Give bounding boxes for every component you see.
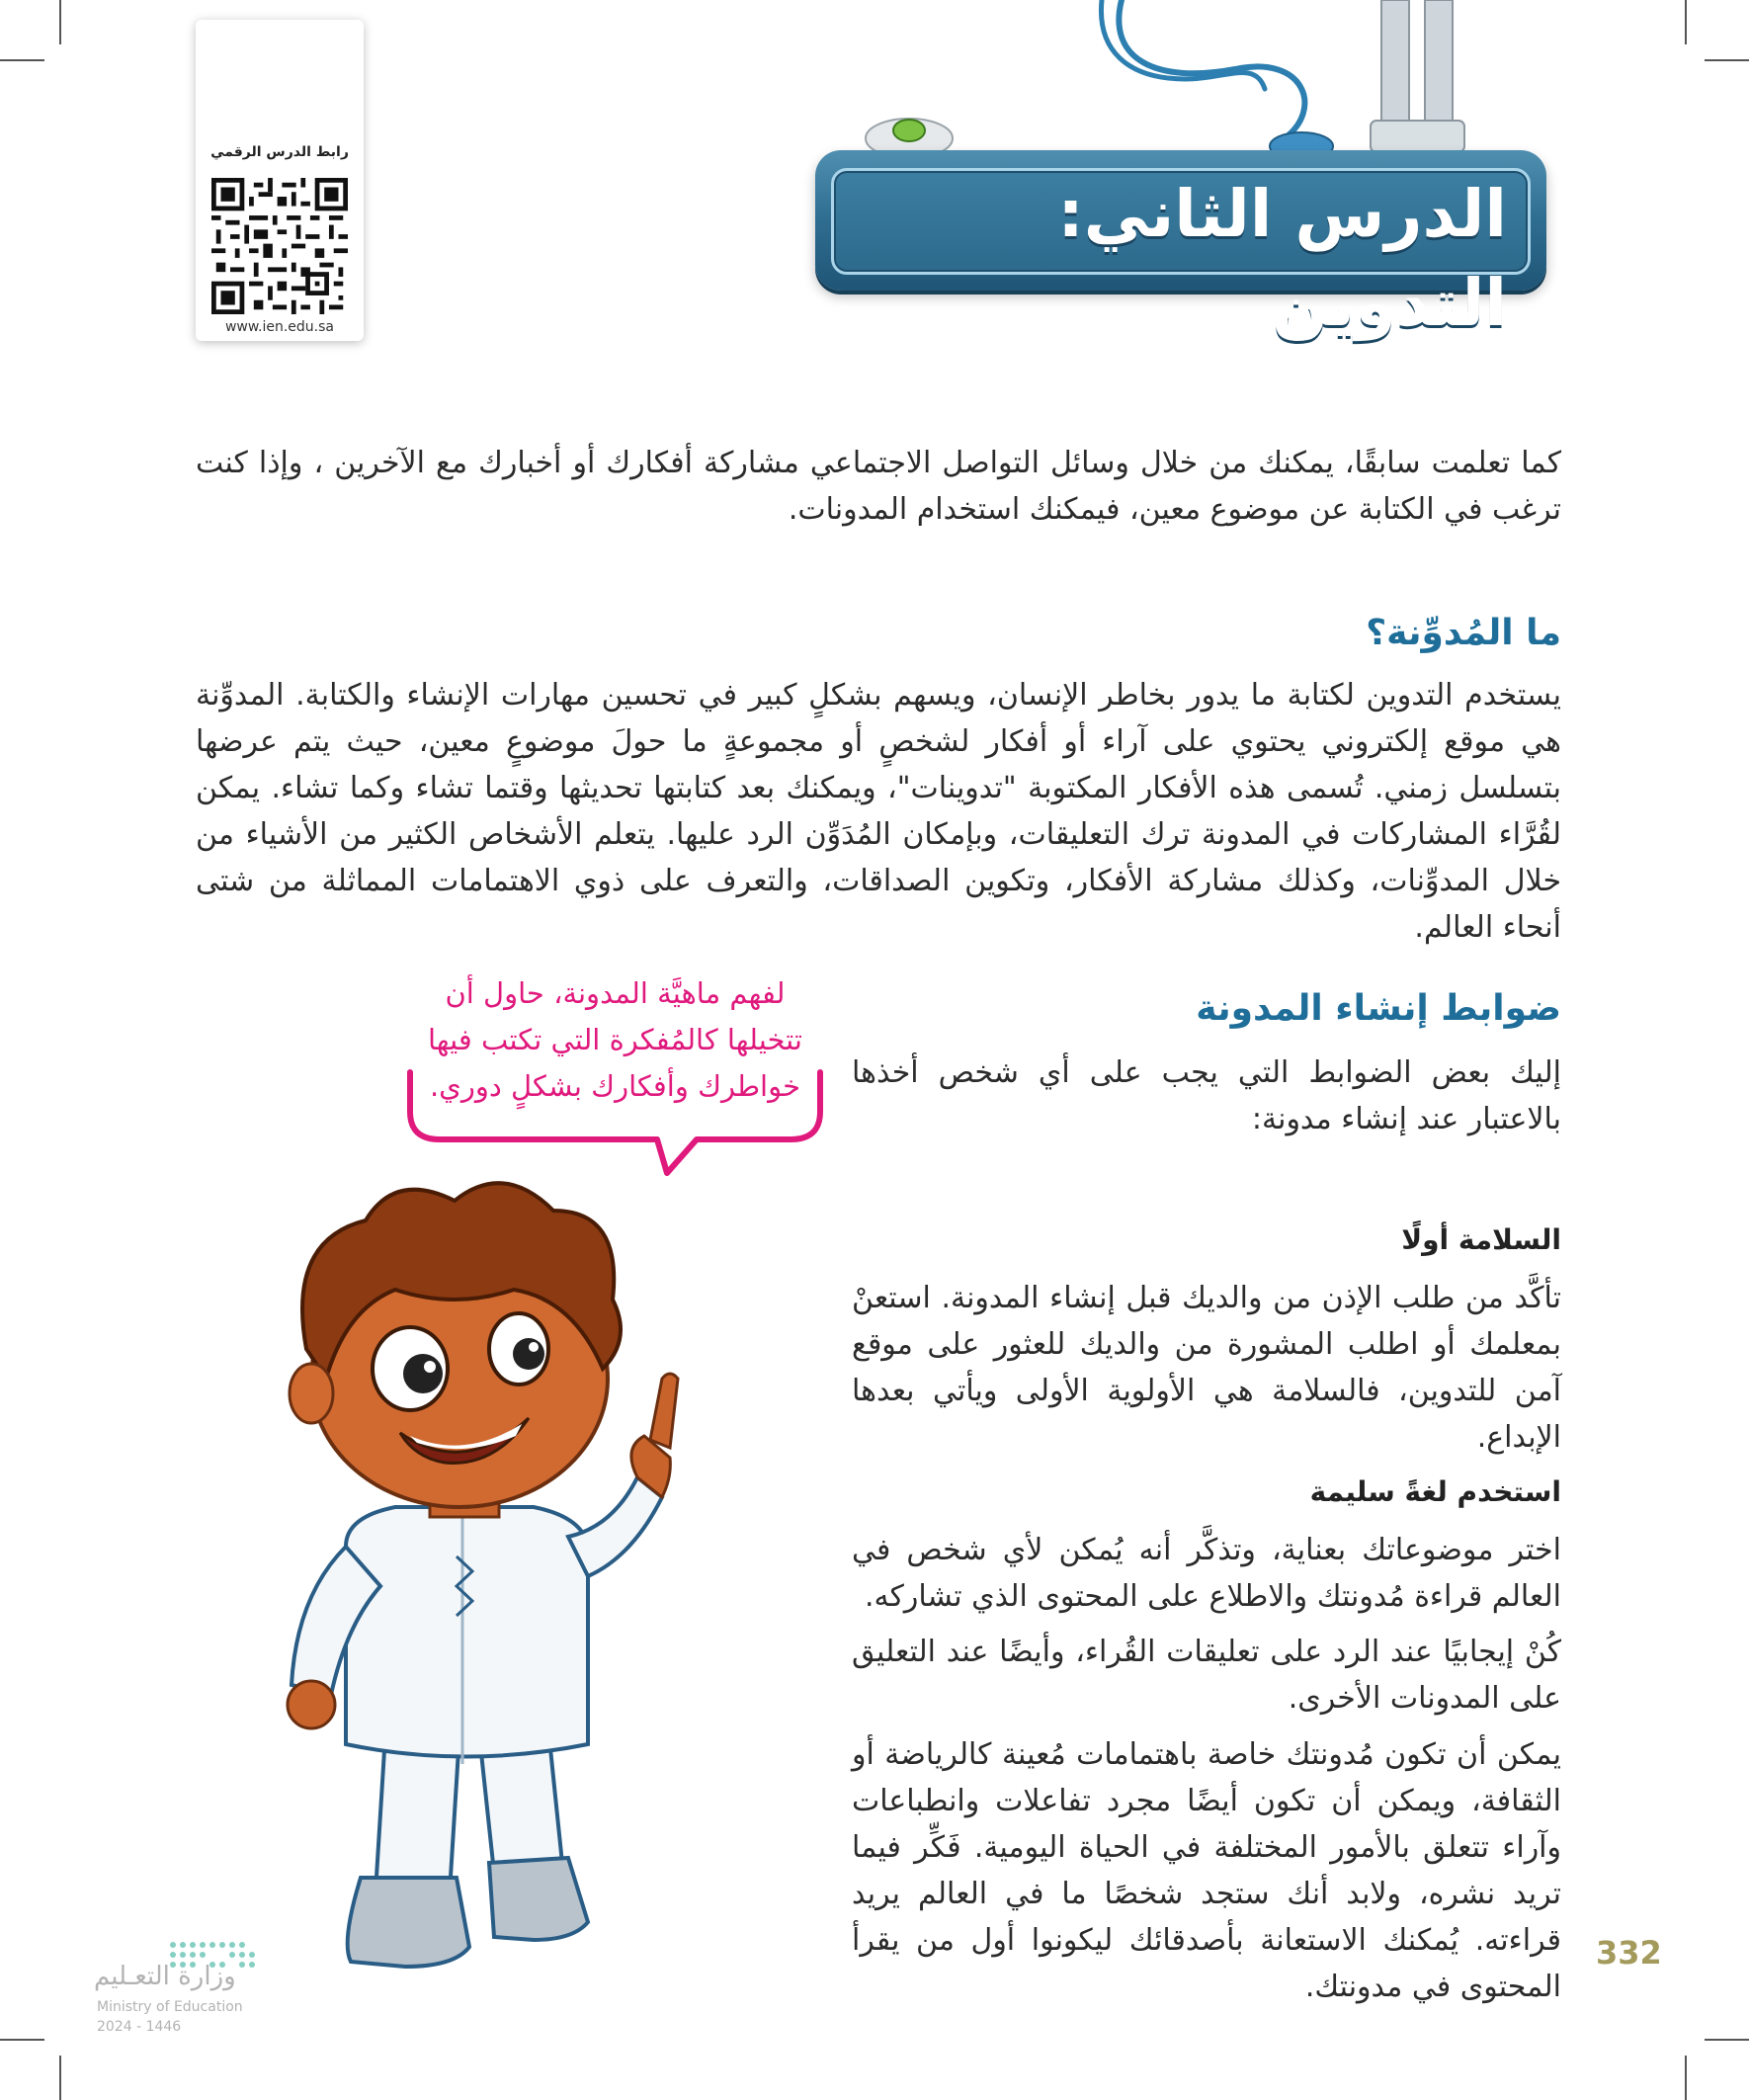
blog-heading: ما المُدوِّنة؟ [1366,613,1561,653]
crop-mark [1685,2056,1687,2100]
qr-card[interactable] [196,20,364,341]
lesson-title: الدرس الثاني: التدوين [1057,176,1507,341]
safety-heading: السلامة أولًا [1401,1223,1561,1256]
language-paragraph-3: يمكن أن تكون مُدونتك خاصة باهتمامات مُعينة كالرياضة أو الثقافة، ويمكن أن تكون أيضًا مجرد تفاعلات وانطباعات وآراء تتعلق بالأمور المختلفة في الحياة اليومية. فَكِّر فيما تريد نشره، ولابد أنك ستجد شخصًا ما في العالم يريد قراءته. يُمكنك الاستعانة بأصدقائك ليكونوا أول من يقرأ المحتوى في مدونتك. [852,1737,1561,2004]
crop-mark [59,2056,61,2100]
language-heading: استخدم لغةً سليمة [1309,1475,1561,1508]
page-number: 332 [1596,1934,1662,1972]
qr-label: رابط الدرس الرقمي [210,144,349,160]
ministry-name-arabic: وزارة التعـليم [94,1962,236,1991]
qr-url[interactable]: www.ien.edu.sa [224,319,335,335]
rules-intro: إليك بعض الضوابط التي يجب على أي شخص أخذها بالاعتبار عند إنشاء مدونة: [852,1055,1561,1136]
crop-mark [1705,2039,1749,2041]
banner-decoration [810,0,1561,158]
crop-mark [59,0,61,44]
lesson-title-banner [815,150,1546,341]
edition-years: 2024 - 1446 [97,2019,182,2035]
language-paragraph-1: اختر موضوعاتك بعناية، وتذكَّر أنه يُمكن لأي شخص في العالم قراءة مُدونتك والاطلاع على المحتوى الذي تشاركه. [852,1533,1561,1614]
crop-mark [1685,0,1687,44]
qr-code[interactable] [211,178,348,314]
safety-paragraph: تأكَّد من طلب الإذن من والديك قبل إنشاء المدونة. استعنْ بمعلمك أو اطلب المشورة من والديك للعثور على موقع آمن للتدوين، فالسلامة هي الأولوية الأولى ويأتي بعدها الإبداع. [852,1281,1561,1455]
intro-paragraph: كما تعلمت سابقًا، يمكنك من خلال وسائل التواصل الاجتماعي مشاركة أفكارك أو أخبارك مع الآخرين ، وإذا كنت ترغب في الكتابة عن موضوع معين، فيمكنك استخدام المدونات. [196,446,1561,527]
crop-mark [0,2039,44,2041]
rules-heading: ضوابط إنشاء المدونة [1196,988,1561,1029]
crop-mark [0,59,44,61]
blog-paragraph: يستخدم التدوين لكتابة ما يدور بخاطر الإنسان، ويسهم بشكلٍ كبير في تحسين مهارات الإنشاء والكتابة. المدوِّنة هي موقع إلكتروني يحتوي على آراء أو أفكار لشخصٍ أو مجموعةٍ ما حولَ موضوعٍ معين، حيث يتم عرضها بتسلسل زمني. تُسمى هذه الأفكار المكتوبة "تدوينات"، ويمكنك بعد كتابتها تحديثها وقتما تشاء وكما تشاء. يمكن لقُرَّاء المشاركات في المدونة ترك التعليقات، وبإمكان المُدَوِّن الرد عليها. يتعلم الأشخاص الكثير من الأشياء من خلال المدوِّنات، وكذلك مشاركة الأفكار، وتكوين الصداقات، والتعرف على ذوي الاهتمامات المماثلة من شتى أنحاء العالم. [196,678,1561,945]
ministry-name-english: Ministry of Education [97,1999,243,2015]
boy-character-illustration [198,1181,751,1972]
crop-mark [1705,59,1749,61]
speech-bubble-text: لفهم ماهيَّة المدونة، حاول أن تتخيلها كالمُفكرة التي تكتب فيها خواطرك وأفكارك بشكلٍ دوري. [427,976,803,1103]
language-paragraph-2: كُنْ إيجابيًا عند الرد على تعليقات القُراء، وأيضًا عند التعليق على المدونات الأخرى. [852,1635,1561,1716]
